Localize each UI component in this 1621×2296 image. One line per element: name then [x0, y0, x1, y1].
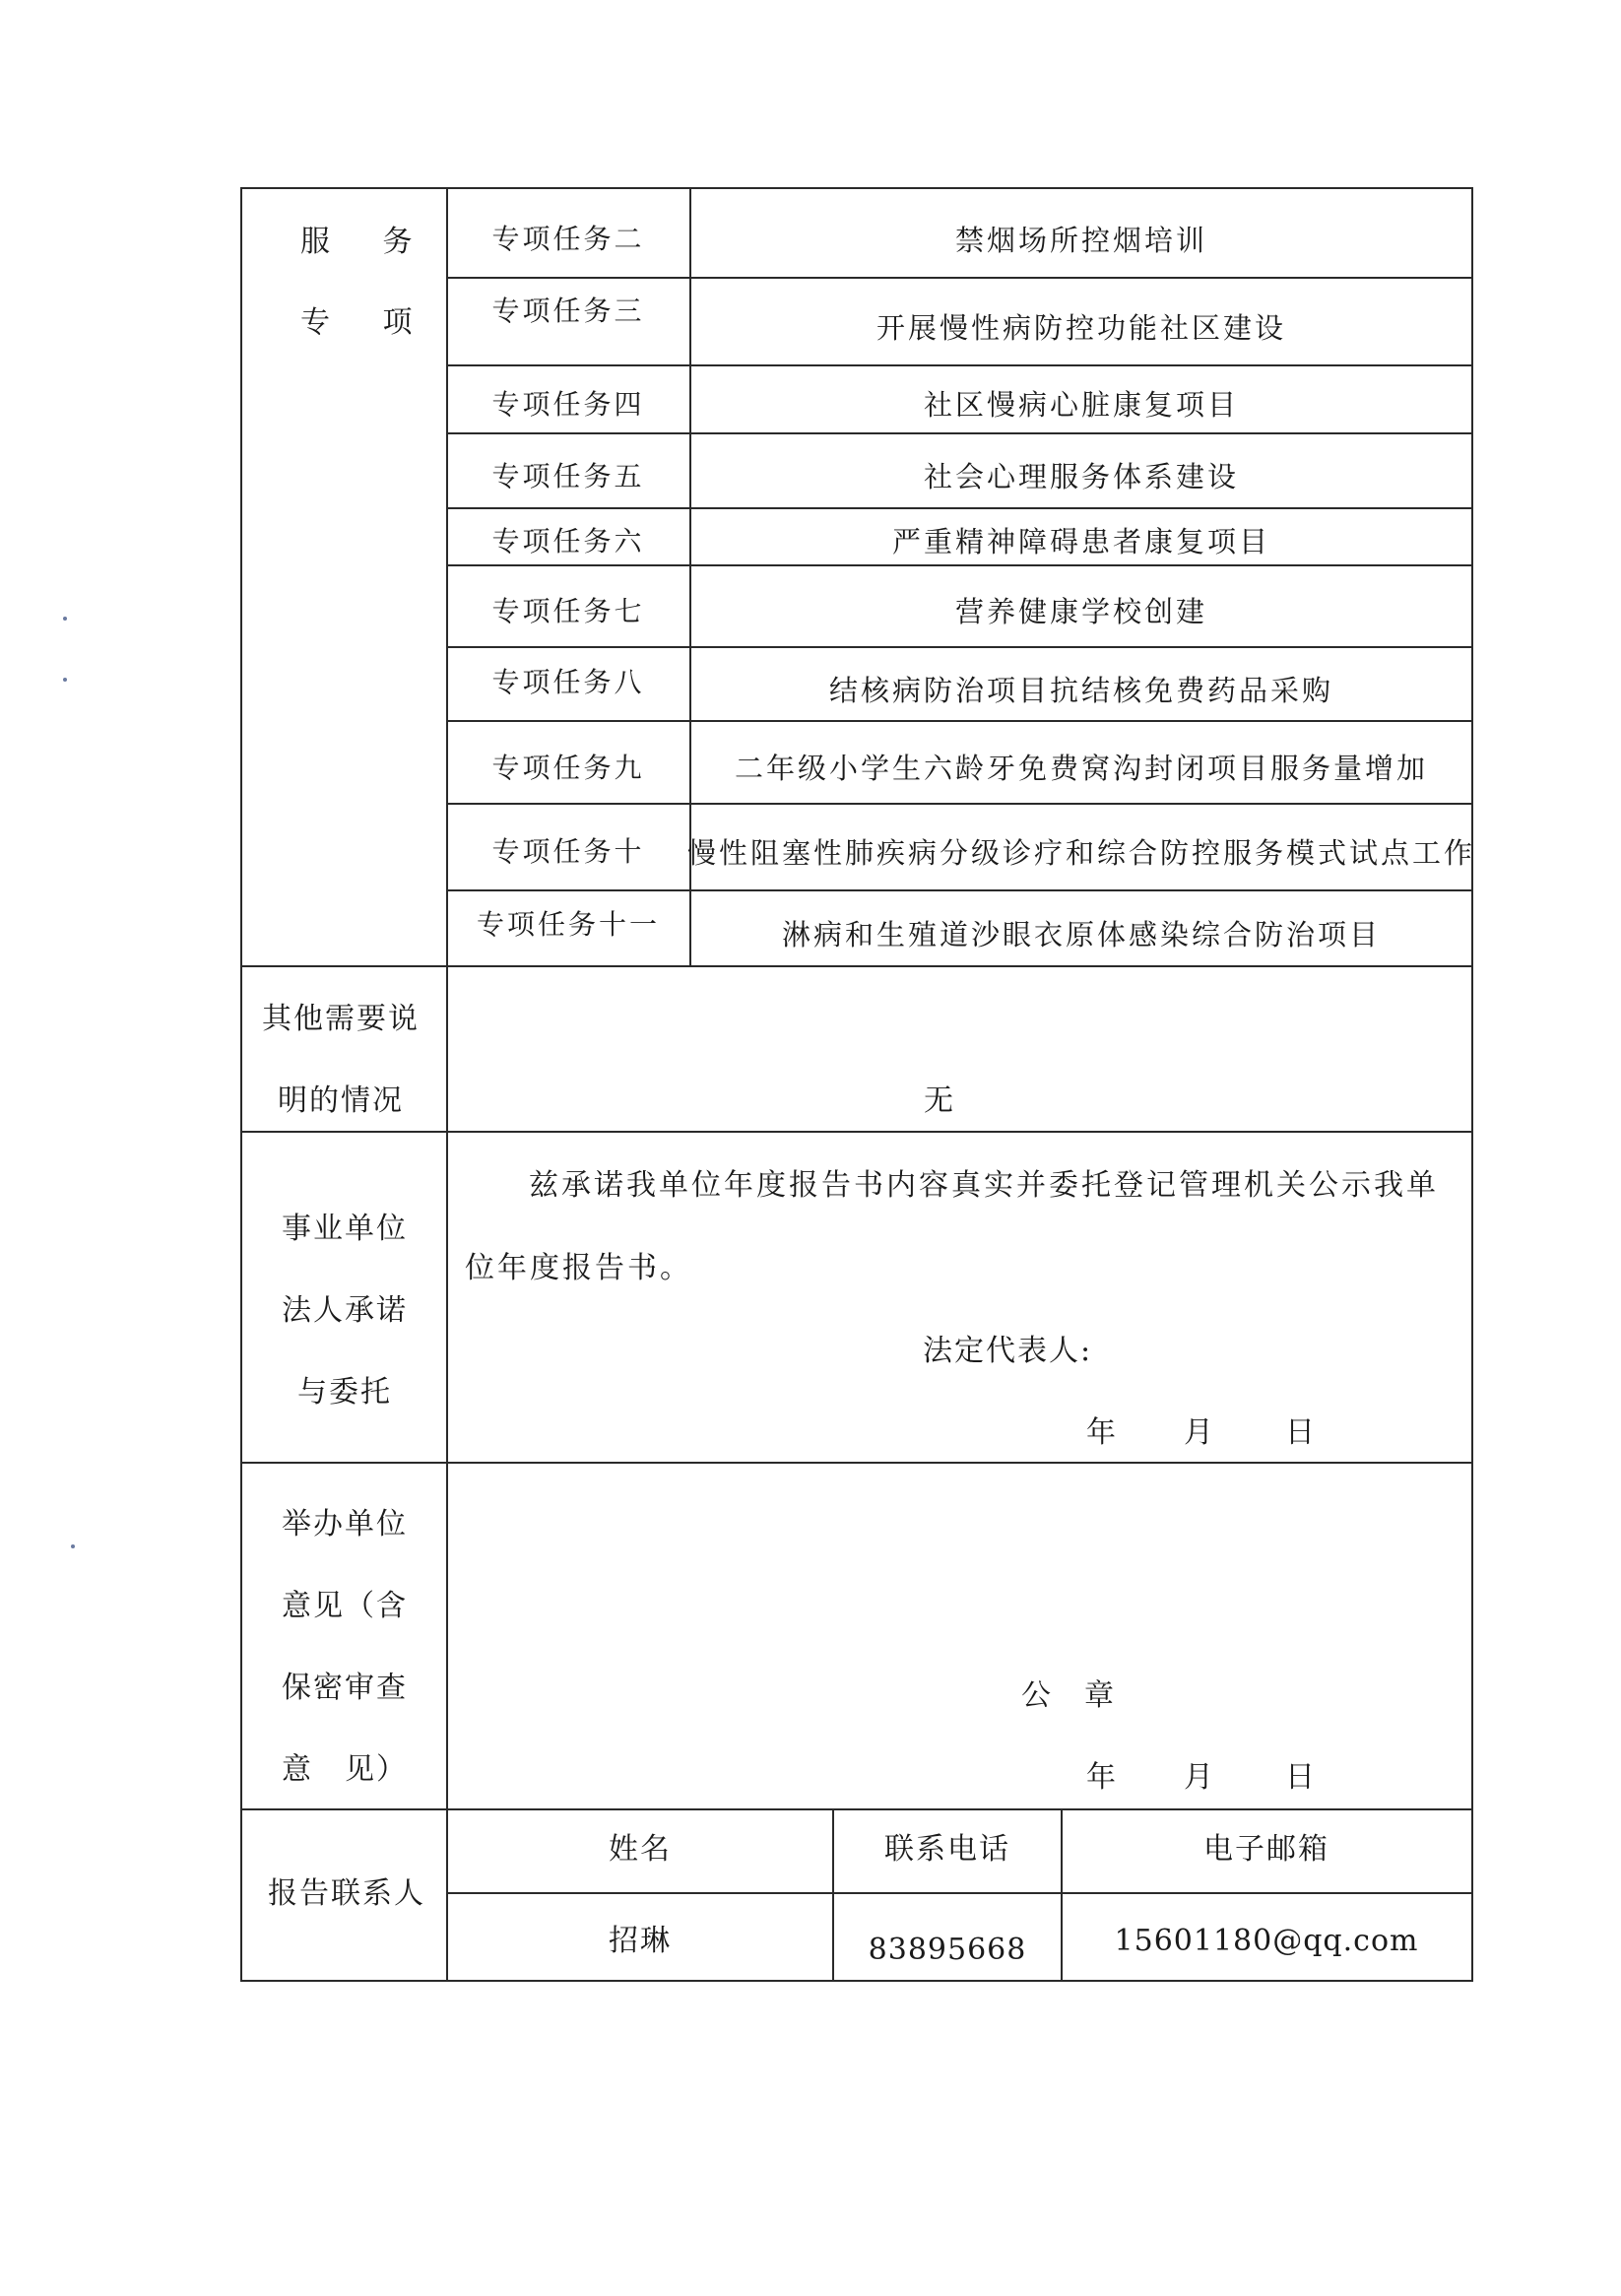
commitment-label-line3: 与委托 — [297, 1375, 392, 1410]
contact-label: 报告联系人 — [268, 1876, 425, 1911]
official-seal-label: 公 章 — [1021, 1678, 1116, 1713]
row-divider — [446, 803, 1473, 805]
task-label: 专项任务七 — [491, 595, 645, 627]
other-label-line2: 明的情况 — [278, 1083, 404, 1118]
task-desc: 社区慢病心脏康复项目 — [923, 388, 1240, 422]
sponsor-label-line4: 意 见） — [282, 1752, 408, 1787]
date-day: 日 — [1285, 1415, 1317, 1450]
section-divider — [240, 965, 1473, 967]
task-label: 专项任务二 — [491, 223, 645, 255]
row-divider — [446, 277, 1473, 279]
legal-representative-label: 法定代表人: — [923, 1334, 1093, 1368]
task-desc: 结核病防治项目抗结核免费药品采购 — [828, 674, 1334, 707]
task-desc: 开展慢性病防控功能社区建设 — [875, 311, 1287, 345]
row-divider — [446, 720, 1473, 722]
date-month: 月 — [1184, 1415, 1215, 1450]
divider — [446, 965, 448, 1982]
section-divider — [240, 1808, 1473, 1810]
scan-speck — [63, 617, 67, 621]
row-divider — [446, 432, 1473, 434]
task-desc: 禁烟场所控烟培训 — [954, 224, 1208, 257]
contact-phone: 83895668 — [868, 1933, 1027, 1967]
task-desc: 社会心理服务体系建设 — [923, 460, 1240, 493]
divider — [1061, 1808, 1063, 1982]
date-year: 年 — [1086, 1760, 1118, 1795]
date-day: 日 — [1285, 1760, 1317, 1795]
commitment-text-line1: 兹承诺我单位年度报告书内容真实并委托登记管理机关公示我单 — [529, 1168, 1439, 1203]
service-label-line2: 专 项 — [300, 305, 434, 340]
scan-speck — [71, 1544, 75, 1548]
task-label: 专项任务六 — [491, 525, 645, 558]
row-divider — [446, 646, 1473, 648]
sponsor-label-line2: 意见（含 — [282, 1589, 408, 1623]
other-value: 无 — [924, 1083, 955, 1118]
date-month: 月 — [1184, 1760, 1215, 1795]
service-label-line1: 服 务 — [300, 225, 434, 259]
contact-email: 15601180@qq.com — [1114, 1924, 1419, 1958]
row-divider — [446, 507, 1473, 509]
table-frame — [240, 187, 1476, 1982]
row-divider — [446, 889, 1473, 891]
task-label: 专项任务五 — [491, 460, 645, 492]
task-desc: 淋病和生殖道沙眼衣原体感染综合防治项目 — [781, 918, 1382, 951]
task-desc: 严重精神障碍患者康复项目 — [891, 525, 1271, 558]
divider — [446, 187, 448, 965]
row-divider — [446, 564, 1473, 566]
contact-header-email: 电子邮箱 — [1203, 1832, 1329, 1867]
task-desc: 二年级小学生六龄牙免费窝沟封闭项目服务量增加 — [734, 752, 1429, 785]
contact-name: 招琳 — [609, 1924, 672, 1958]
other-label-line1: 其他需要说 — [262, 1002, 420, 1036]
task-desc: 营养健康学校创建 — [954, 595, 1208, 628]
commitment-label-line1: 事业单位 — [282, 1212, 408, 1246]
commitment-text-line2: 位年度报告书。 — [465, 1251, 692, 1285]
row-divider — [446, 364, 1473, 366]
task-label: 专项任务四 — [491, 388, 645, 421]
section-divider — [240, 1131, 1473, 1133]
task-label: 专项任务八 — [491, 666, 645, 698]
sponsor-label-line1: 举办单位 — [282, 1507, 408, 1542]
date-year: 年 — [1086, 1415, 1118, 1450]
task-label: 专项任务十一 — [476, 908, 661, 941]
section-divider — [240, 1462, 1473, 1464]
row-divider — [446, 1892, 1473, 1894]
task-desc: 慢性阻塞性肺疾病分级诊疗和综合防控服务模式试点工作 — [686, 836, 1476, 870]
divider — [832, 1808, 834, 1982]
task-label: 专项任务九 — [491, 752, 645, 784]
task-label: 专项任务十 — [491, 835, 645, 868]
commitment-label-line2: 法人承诺 — [282, 1293, 408, 1328]
sponsor-label-line3: 保密审查 — [282, 1671, 408, 1705]
contact-header-name: 姓名 — [609, 1832, 672, 1867]
task-label: 专项任务三 — [491, 295, 645, 327]
scan-speck — [63, 678, 67, 682]
contact-header-phone: 联系电话 — [884, 1832, 1010, 1867]
